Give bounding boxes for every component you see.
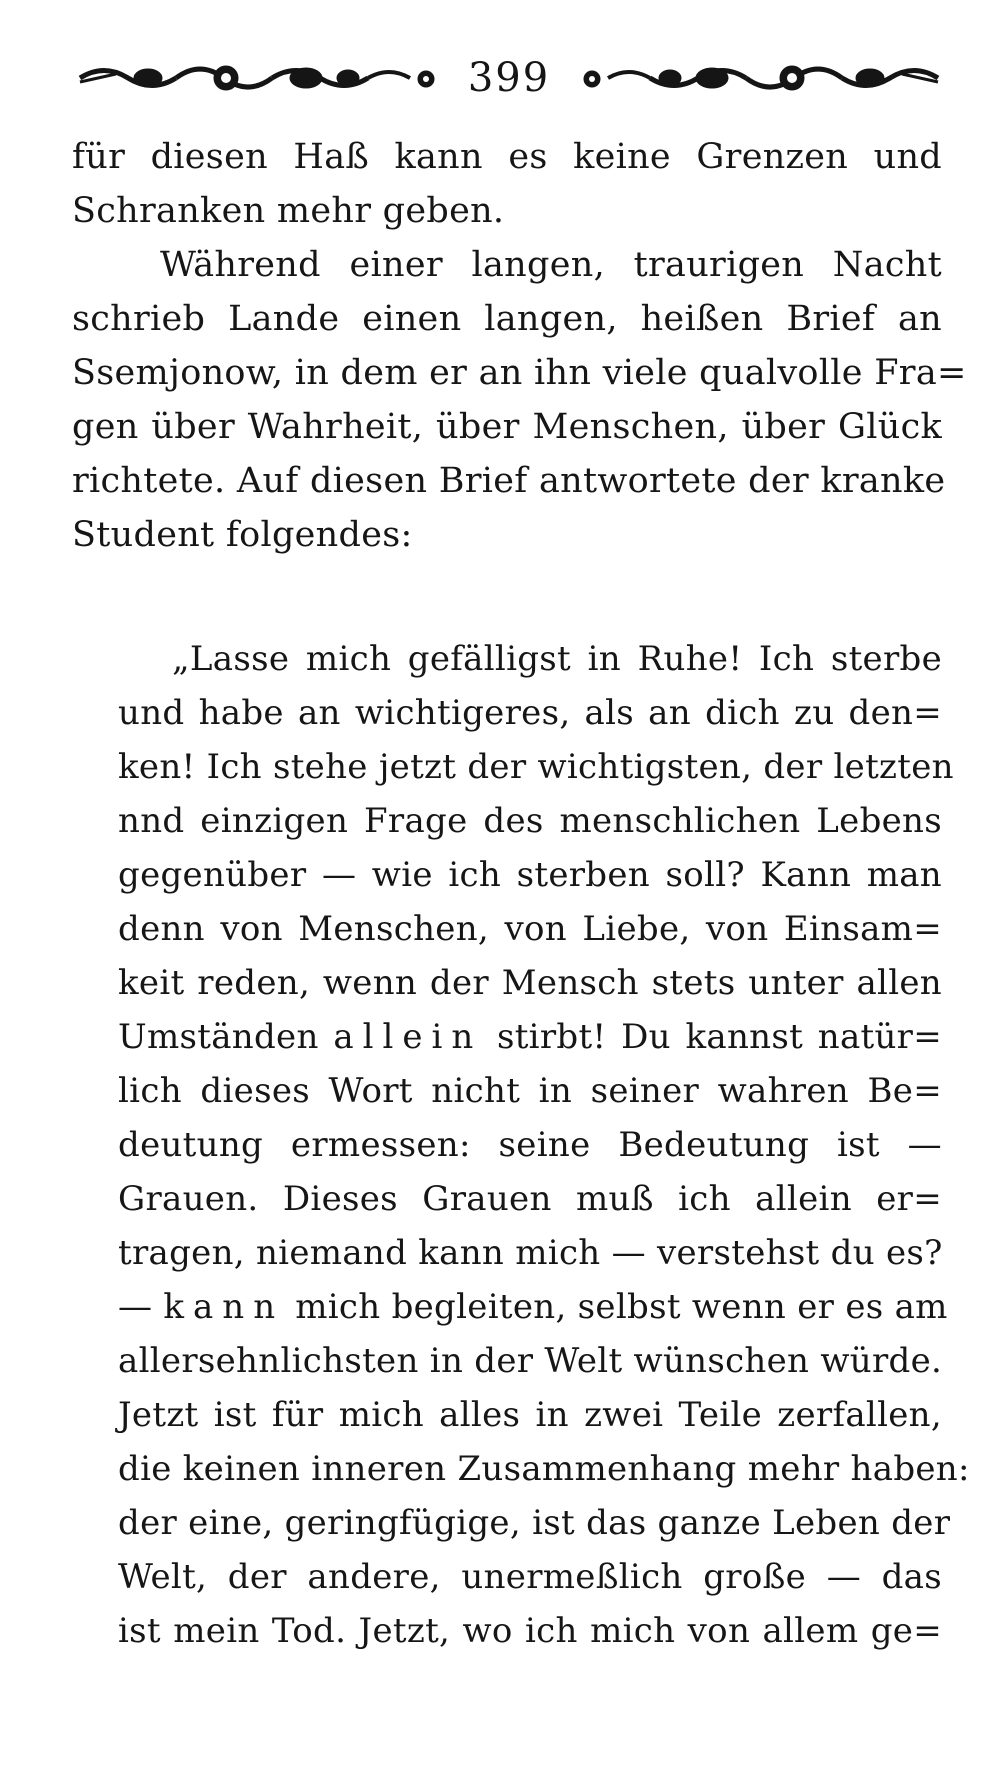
quote-line: ist mein Tod. Jetzt, wo ich mich von allem ge= <box>118 1611 942 1651</box>
quote-line: allersehnlichsten in der Welt wünschen würde. <box>118 1341 943 1381</box>
emphasized-word: kann <box>163 1287 285 1327</box>
quote-line: tragen, niemand kann mich — verstehst du es? <box>118 1233 943 1273</box>
body-text <box>72 130 967 562</box>
quote-line: nnd einzigen Frage des menschlichen Lebens <box>118 801 942 841</box>
text-line: schrieb Lande einen langen, heißen Brief an <box>72 299 942 339</box>
quote-line: ken! Ich stehe jetzt der wichtigsten, der letzten <box>118 747 954 787</box>
page-header <box>76 50 942 106</box>
page-number: 399 <box>467 55 551 101</box>
decorative-ornament-left-icon <box>76 60 446 96</box>
quote-line: die keinen inneren Zusammenhang mehr haben: <box>118 1449 970 1489</box>
text-line: richtete. Auf diesen Brief antwortete der kranke <box>72 461 946 501</box>
quote-line: deutung ermessen: seine Bedeutung ist — <box>118 1125 942 1165</box>
quote-line: Jetzt ist für mich alles in zwei Teile zerfallen, <box>118 1395 942 1435</box>
quote-word: stirbt! Du kannst natür= <box>496 1017 943 1057</box>
text-line: für diesen Haß kann es keine Grenzen und <box>72 137 942 177</box>
quote-line <box>118 1010 942 1064</box>
text-line: Student folgendes: <box>72 515 413 555</box>
quote-line: lich dieses Wort nicht in seiner wahren Be= <box>118 1071 942 1111</box>
quote-line: Grauen. Dieses Grauen muß ich allein er= <box>118 1179 942 1219</box>
quote-line: gegenüber — wie ich sterben soll? Kann man <box>118 855 942 895</box>
quote-line: Welt, der andere, unermeßlich große — das <box>118 1557 942 1597</box>
text-line: Während einer langen, traurigen Nacht <box>160 245 942 285</box>
quote-word: mich begleiten, selbst wenn er es am <box>295 1287 948 1327</box>
quote-line: denn von Menschen, von Liebe, von Einsam= <box>118 909 942 949</box>
quote-line <box>118 1280 948 1334</box>
quote-line: und habe an wichtigeres, als an dich zu den= <box>118 693 942 733</box>
quote-line: keit reden, wenn der Mensch stets unter allen <box>118 963 942 1003</box>
emphasized-word: allein <box>333 1017 483 1057</box>
quote-line: „Lasse mich gefälligst in Ruhe! Ich sterbe <box>172 639 942 679</box>
text-line: gen über Wahrheit, über Menschen, über Glück <box>72 407 942 447</box>
quoted-letter <box>118 632 970 1658</box>
quote-word: — <box>118 1287 153 1327</box>
quote-line: der eine, geringfügige, ist das ganze Leben der <box>118 1503 951 1543</box>
decorative-ornament-right-icon <box>572 60 942 96</box>
text-line: Ssemjonow, in dem er an ihn viele qualvolle Fra= <box>72 353 967 393</box>
text-line: Schranken mehr geben. <box>72 191 505 231</box>
quote-word: Umständen <box>118 1017 319 1057</box>
